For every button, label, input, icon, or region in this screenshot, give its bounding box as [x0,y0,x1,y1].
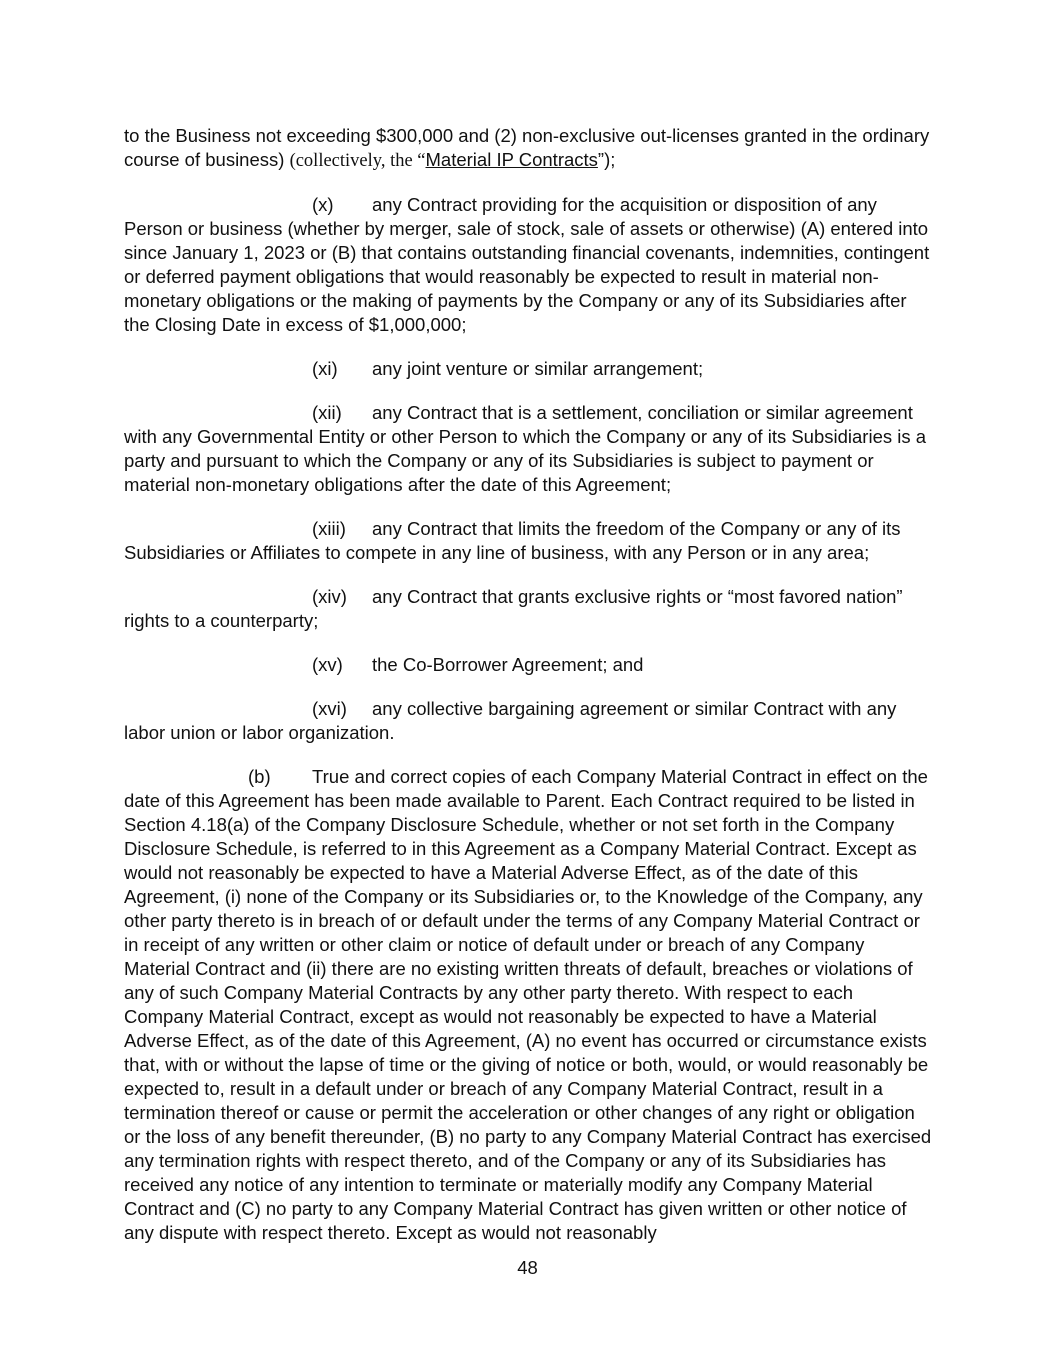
intro-text: to the Business not exceeding $300,000 and (2) non-exclusive out-licenses granted in the ordinary course of business) [124,125,930,170]
list-item-xi [124,357,934,381]
section-b-paragraph [124,765,934,1245]
page-number: 48 [517,1257,538,1278]
item-text: any Contract that grants exclusive rights or “most favored nation” rights to a counterparty; [124,586,903,631]
list-item-xv [124,653,934,677]
defined-term-material-ip-contracts: Material IP Contracts [425,149,598,170]
item-label: (x) [312,194,334,215]
item-text: any Contract providing for the acquisition or disposition of any Person or business (whether by merger, sale of stock, sale of assets or otherwise) (A) entered into since January 1, 2023 or (B) that contains outstanding financial covenants, indemnities, contingent or deferred payment obligations that would reasonably be expected to result in material non-monetary obligations or the making of payments by the Company or any of its Subsidiaries after the Closing Date in excess of $1,000,000; [124,194,930,335]
section-b-label: (b) [248,766,271,787]
intro-paragraph [124,124,934,173]
item-label: (xv) [312,654,343,675]
item-label: (xi) [312,358,338,379]
list-item-xvi [124,697,934,745]
list-item-xii [124,401,934,497]
intro-serif-text: (collectively, the “ [289,151,426,171]
item-label: (xiii) [312,518,346,539]
item-label: (xiv) [312,586,347,607]
item-label: (xvi) [312,698,347,719]
list-item-xiv [124,585,934,633]
item-text: any collective bargaining agreement or similar Contract with any labor union or labor organization. [124,698,897,743]
list-item-x [124,193,934,337]
item-text: any Contract that limits the freedom of the Company or any of its Subsidiaries or Affiliates to compete in any line of business, with any Person or in any area; [124,518,901,563]
item-label: (xii) [312,402,342,423]
list-item-xiii [124,517,934,565]
item-text: the Co-Borrower Agreement; and [372,654,644,675]
item-text: any joint venture or similar arrangement; [372,358,704,379]
item-text: any Contract that is a settlement, conciliation or similar agreement with any Governmental Entity or other Person to which the Company or any of its Subsidiaries is a party and pursuant to which the Company or any of its Subsidiaries is subject to payment or material non-monetary obligations after the date of this Agreement; [124,402,927,495]
section-b-text: True and correct copies of each Company Material Contract in effect on the date of this Agreement has been made available to Parent. Each Contract required to be listed in Section 4.18(a) of the Company Disclosure Schedule, whether or not set forth in the Company Disclosure Schedule, is referred to in this Agreement as a Company Material Contract. Except as would not reasonably be expected to have a Material Adverse Effect, as of the date of this Agreement, (i) none of the Company or its Subsidiaries or, to the Knowledge of the Company, any other party thereto is in breach of or default under the terms of any Company Material Contract or in receipt of any written or other claim or notice of default under or breach of any Company Material Contract and (ii) there are no existing written threats of default, breaches or violations of any of such Company Material Contracts by any other party thereto. With respect to each Company Material Contract, except as would not reasonably be expected to have a Material Adverse Effect, as of the date of this Agreement, (A) no event has occurred or circumstance exists that, with or without the lapse of time or the giving of notice or both, would, or would reasonably be expected to, result in a default under or breach of any Company Material Contract, result in a termination thereof or cause or permit the acceleration or other changes of any right or obligation or the loss of any benefit thereunder, (B) no party to any Company Material Contract has exercised any termination rights with respect thereto, and of the Company or any of its Subsidiaries has received any notice of any intention to terminate or materially modify any Company Material Contract and (C) no party to any Company Material Contract has given written or other notice of any dispute with respect thereto. Except as would not reasonably [124,766,932,1243]
document-page [124,124,934,1265]
intro-closing: ”); [597,149,616,170]
